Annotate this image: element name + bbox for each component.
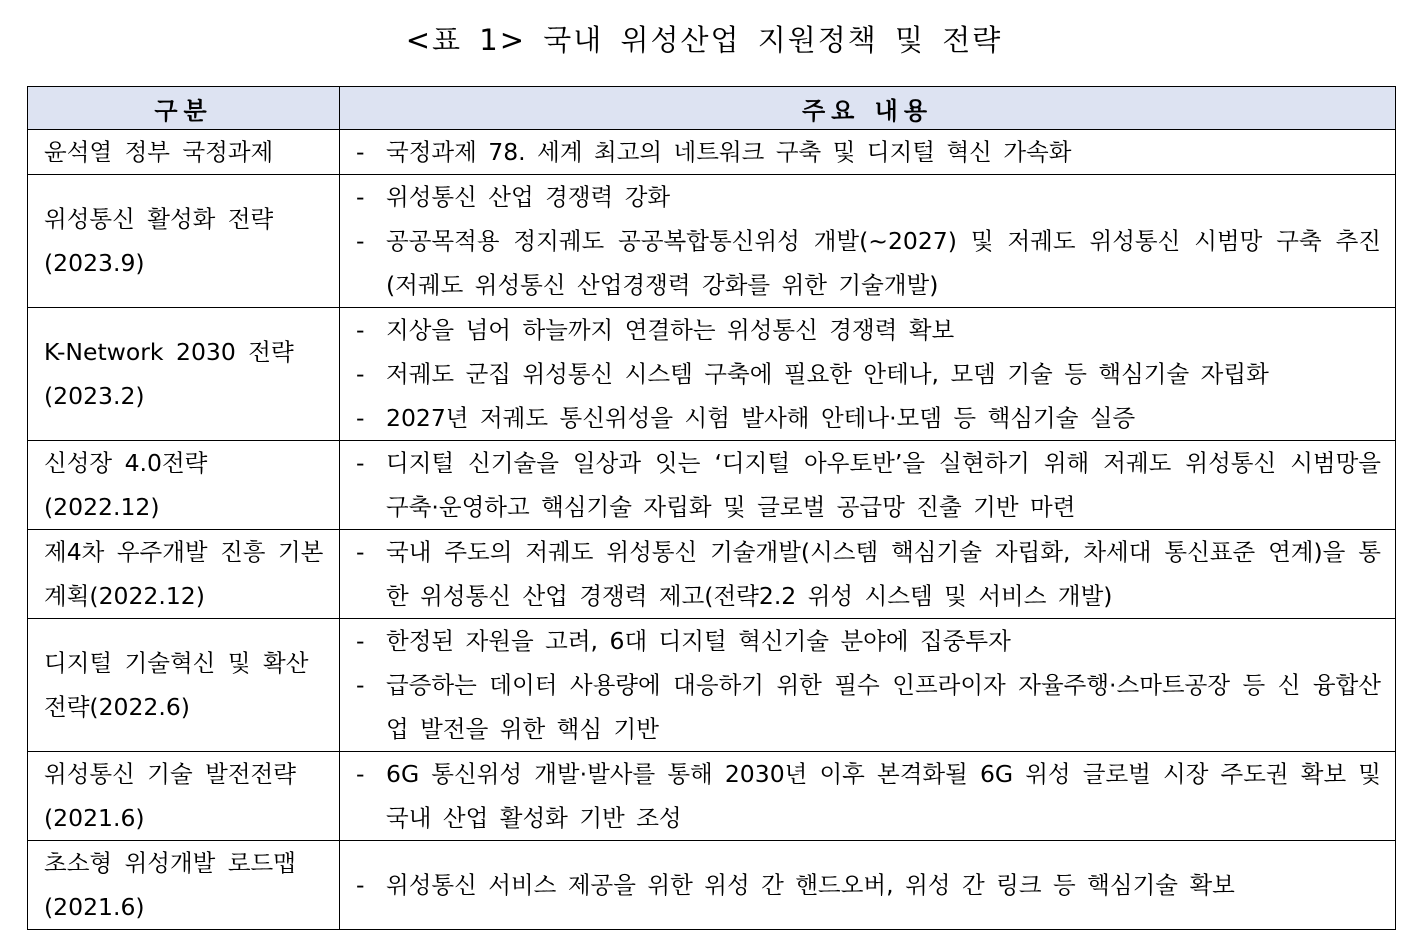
table-row bbox=[28, 130, 1396, 175]
row-content-cell bbox=[340, 619, 1396, 752]
row-content-cell bbox=[340, 530, 1396, 619]
row-category-cell bbox=[28, 175, 340, 308]
bullet-item: - 국내 주도의 저궤도 위성통신 기술개발(시스템 핵심기술 자립화, 차세대 통신표준 연계)을 통한 위성통신 산업 경쟁력 제고(전략2.2 위성 시스템 및 서비스 개발) bbox=[356, 538, 1381, 610]
row-category-cell bbox=[28, 619, 340, 752]
row-date: (2023.2) bbox=[44, 382, 145, 410]
row-category-cell bbox=[28, 530, 340, 619]
row-category-cell bbox=[28, 308, 340, 441]
row-category-cell bbox=[28, 441, 340, 530]
table-row bbox=[28, 175, 1396, 308]
table-row bbox=[28, 841, 1396, 930]
row-date: (2022.12) bbox=[44, 493, 160, 521]
row-content-cell bbox=[340, 752, 1396, 841]
row-category-cell bbox=[28, 752, 340, 841]
table-row bbox=[28, 530, 1396, 619]
bullet-item: - 저궤도 군집 위성통신 시스템 구축에 필요한 안테나, 모뎀 기술 등 핵심기술 자립화 bbox=[356, 360, 1269, 388]
table-row bbox=[28, 752, 1396, 841]
table-row bbox=[28, 441, 1396, 530]
table-row bbox=[28, 619, 1396, 752]
header-category: 구분 bbox=[28, 87, 340, 130]
row-category: 위성통신 활성화 전략 bbox=[44, 205, 274, 233]
row-category: 초소형 위성개발 로드맵 bbox=[44, 849, 296, 877]
row-category: 신성장 4.0전략 bbox=[44, 449, 208, 477]
bullet-item: - 지상을 넘어 하늘까지 연결하는 위성통신 경쟁력 확보 bbox=[356, 316, 955, 344]
row-content-cell bbox=[340, 308, 1396, 441]
table-header-row bbox=[28, 87, 1396, 130]
policy-table bbox=[27, 86, 1396, 930]
table-caption: <표 1> 국내 위성산업 지원정책 및 전략 bbox=[405, 23, 1003, 57]
row-category: K-Network 2030 전략 bbox=[44, 338, 294, 366]
row-content-cell bbox=[340, 441, 1396, 530]
row-content-cell bbox=[340, 841, 1396, 930]
row-category: 위성통신 기술 발전전략 bbox=[44, 760, 296, 788]
bullet-item: - 한정된 자원을 고려, 6대 디지털 혁신기술 분야에 집중투자 bbox=[356, 627, 1011, 655]
row-category: 디지털 기술혁신 및 확산전략(2022.6) bbox=[44, 649, 309, 721]
bullet-item: - 2027년 저궤도 통신위성을 시험 발사해 안테나·모뎀 등 핵심기술 실증 bbox=[356, 404, 1136, 432]
row-date: (2021.6) bbox=[44, 804, 145, 832]
header-content: 주요 내용 bbox=[340, 87, 1396, 130]
bullet-item: - 공공목적용 정지궤도 공공복합통신위성 개발(~2027) 및 저궤도 위성통신 시범망 구축 추진(저궤도 위성통신 산업경쟁력 강화를 위한 기술개발) bbox=[356, 227, 1381, 299]
table-row bbox=[28, 308, 1396, 441]
bullet-item: - 디지털 신기술을 일상과 잇는 ‘디지털 아우토반’을 실현하기 위해 저궤도 위성통신 시범망을 구축·운영하고 핵심기술 자립화 및 글로벌 공급망 진출 기반 마련 bbox=[356, 449, 1381, 521]
bullet-item: - 위성통신 서비스 제공을 위한 위성 간 핸드오버, 위성 간 링크 등 핵심기술 확보 bbox=[356, 871, 1235, 899]
row-content-cell bbox=[340, 175, 1396, 308]
bullet-item: - 6G 통신위성 개발·발사를 통해 2030년 이후 본격화될 6G 위성 글로벌 시장 주도권 확보 및 국내 산업 활성화 기반 조성 bbox=[356, 760, 1381, 832]
row-content-cell bbox=[340, 130, 1396, 175]
bullet-item: - 급증하는 데이터 사용량에 대응하기 위한 필수 인프라이자 자율주행·스마트공장 등 신 융합산업 발전을 위한 핵심 기반 bbox=[356, 671, 1381, 743]
row-date: (2023.9) bbox=[44, 249, 145, 277]
row-category-cell bbox=[28, 130, 340, 175]
bullet-item: - 국정과제 78. 세계 최고의 네트워크 구축 및 디지털 혁신 가속화 bbox=[356, 138, 1072, 166]
row-category: 제4차 우주개발 진흥 기본계획(2022.12) bbox=[44, 538, 324, 610]
row-category-cell bbox=[28, 841, 340, 930]
row-date: (2021.6) bbox=[44, 893, 145, 921]
bullet-item: - 위성통신 산업 경쟁력 강화 bbox=[356, 183, 671, 211]
row-category: 윤석열 정부 국정과제 bbox=[44, 138, 274, 166]
